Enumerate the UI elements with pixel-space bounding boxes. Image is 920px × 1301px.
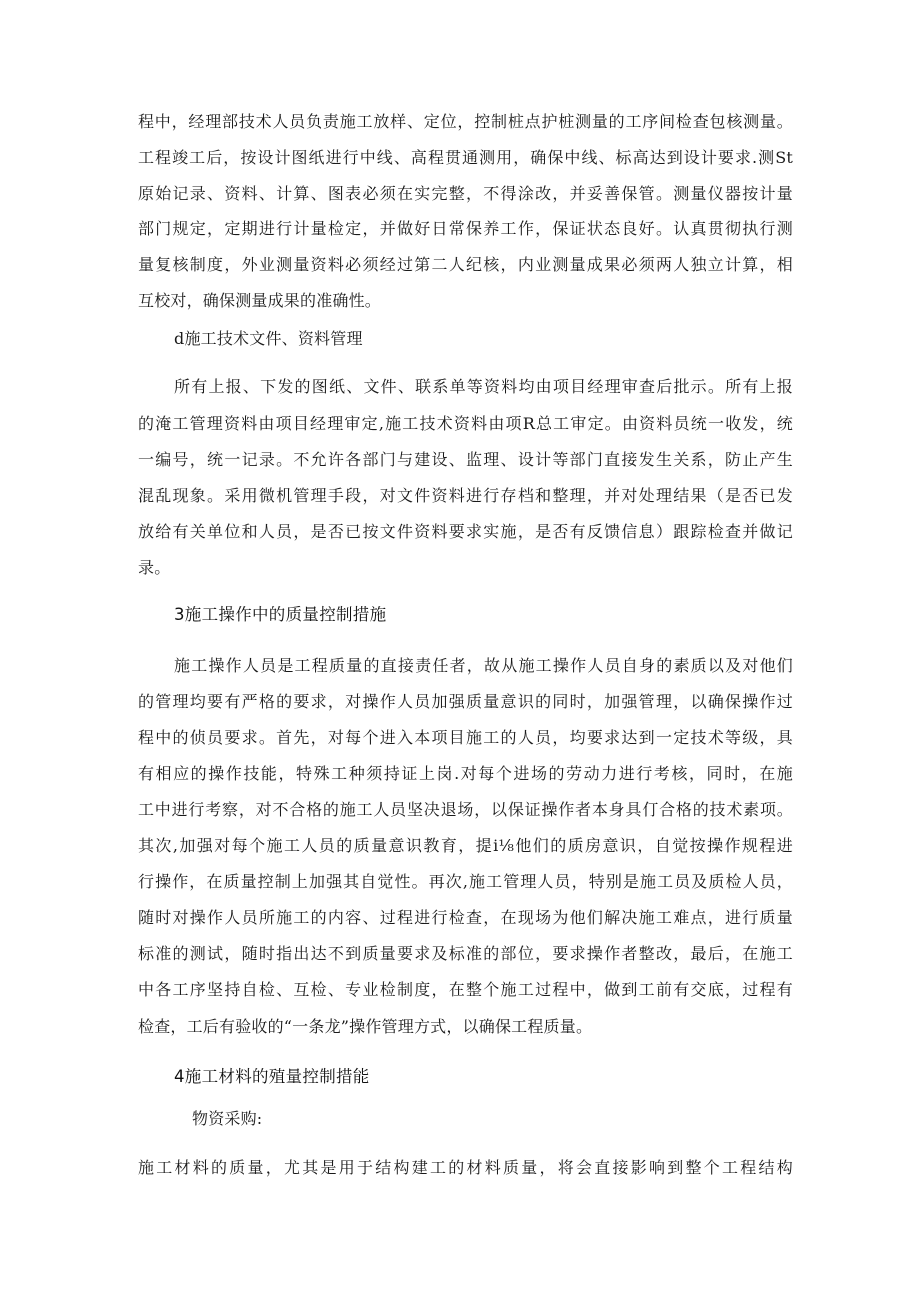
subheading-technical-documents: d施工技术文件、资料管理: [174, 329, 363, 348]
paragraph-line: 部门规定，定期进行计量检定，并做好日常保养工作，保证状态良好。认真贯彻执行测: [138, 219, 793, 238]
paragraph-line: 行操作，在质量控制上加强其自觉性。再次,施工管理人员，特别是施工员及质检人员，: [138, 872, 793, 891]
paragraph-line: 的淹工管理资料由项目经理审定,施工技术资料由项R总工审定。由资料员统一收发，统: [138, 414, 793, 433]
paragraph-line: 标准的测试，随时指出达不到质量要求及标准的部位，要求操作者整改，最后，在施工: [138, 944, 793, 963]
paragraph-line: 程中的侦员要求。首先，对每个进入本项目施工的人员，均要求达到一定技术等级，具: [138, 728, 793, 747]
section-heading-3: 3施工操作中的质量控制措施: [174, 605, 387, 624]
paragraph-line: 的管理均要有严格的要求，对操作人员加强质量意识的同时，加强管理，以确保操作过: [138, 692, 793, 711]
paragraph-line: 原始记录、资料、计算、图表必须在实完整，不得涂改，并妥善保管。测量仪器按计量: [138, 184, 793, 203]
paragraph-line: 混乱现象。采用微机管理手段，对文件资料进行存档和整理，并对处理结果（是否已发: [138, 486, 793, 505]
paragraph-line: 工程竣工后，按设计图纸进行中线、高程贯通测用，确保中线、标高达到设计要求.测St: [138, 148, 793, 167]
paragraph-line: 中各工序坚持自检、互检、专业检制度，在整个施工过程中，做到工前有交底，过程有: [138, 980, 793, 999]
paragraph-line: 程中，经理部技术人员负责施工放样、定位，控制桩点护桩测量的工序间检查包核测量。: [138, 112, 793, 131]
paragraph-line: 录。: [138, 558, 171, 577]
paragraph-line: 量复核制度，外业测量资料必须经过第二人纪核，内业测量成果必须两人独立计算，相: [138, 255, 793, 274]
paragraph-line: 放给有关单位和人员，是否已按文件资料要求实施，是否有反馈信息）跟踪检查并做记: [138, 522, 793, 541]
paragraph-line: 检查，工后有验收的“一条龙”操作管理方式，以确保工程质量。: [138, 1017, 593, 1036]
paragraph-line: 互校对，确保测量成果的准确性。: [138, 291, 382, 310]
subheading-procurement: 物资采购:: [192, 1109, 263, 1128]
paragraph-line: 工中进行考察，对不合格的施工人员坚决退场，以保证操作者本身具仃合格的技术素项。: [138, 800, 793, 819]
paragraph-line: 施工操作人员是工程质量的直接责任者，故从施工操作人员自身的素质以及对他们: [174, 656, 793, 675]
paragraph-line: 一编号，统一记录。不允许各部门与建设、监理、设计等部门直接发生关系，防止产生: [138, 450, 793, 469]
section-heading-4: 4施工材料的殖量控制措能: [174, 1067, 370, 1086]
paragraph-line: 有相应的操作技能，特殊工种须持证上岗.对每个进场的劳动力进行考核，同时，在施: [138, 764, 793, 783]
paragraph-line: 随时对操作人员所施工的内容、过程进行检查，在现场为他们解决施工难点，进行质量: [138, 908, 793, 927]
paragraph-line: 施工材料的质量，尤其是用于结构建工的材料质量，将会直接影响到整个工程结构: [138, 1158, 793, 1177]
paragraph-line: 所有上报、下发的图纸、文件、联系单等资料均由项目经理审查后批示。所有上报: [174, 377, 793, 396]
paragraph-line: 其次,加强对每个施工人员的质量意识教育，提i⅛他们的质房意识，自觉按操作规程进: [138, 836, 793, 855]
